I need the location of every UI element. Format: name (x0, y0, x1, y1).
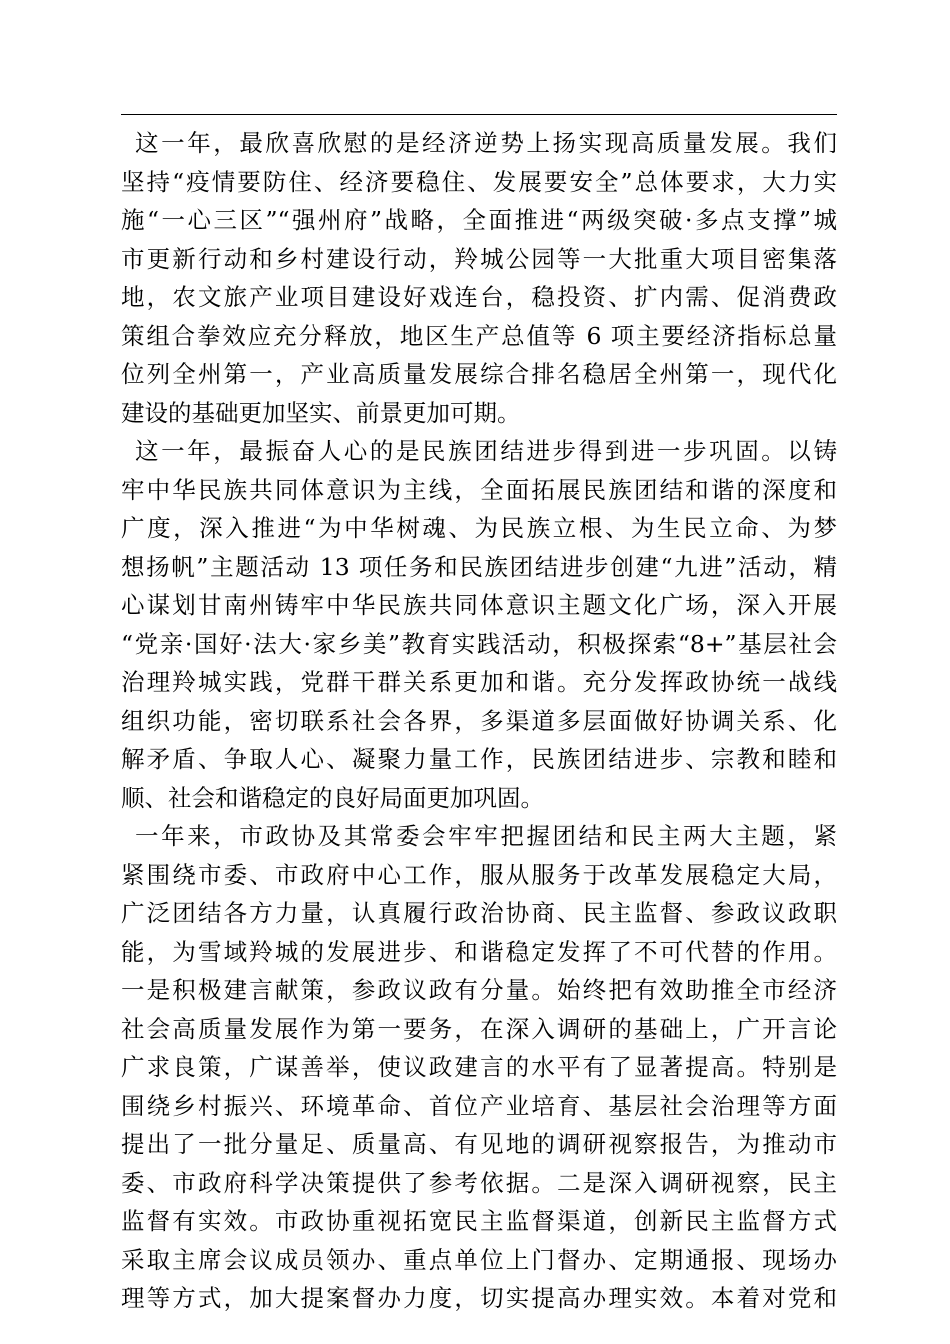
text-line: 一年来，市政协及其常委会牢牢把握团结和民主两大主题，紧 (135, 822, 837, 850)
text-line: 能，为雪域羚城的发展进步、和谐稳定发挥了不可代替的作用。 (121, 937, 837, 966)
text-line: 采取主席会议成员领办、重点单位上门督办、定期通报、现场办 (121, 1245, 837, 1274)
text-line: 治理羚城实践，党群干群关系更加和谐。充分发挥政协统一战线 (121, 668, 837, 696)
text-line: 这一年，最欣喜欣慰的是经济逆势上扬实现高质量发展。我们 (135, 129, 837, 157)
text-line: 监督有实效。市政协重视拓宽民主监督渠道，创新民主监督方式 (121, 1207, 837, 1235)
text-line: 围绕乡村振兴、环境革命、首位产业培育、基层社会治理等方面 (121, 1091, 837, 1120)
text-line: 地，农文旅产业项目建设好戏连台，稳投资、扩内需、促消费政 (121, 283, 837, 311)
text-line: “党亲·国好·法大·家乡美”教育实践活动，积极探索“8+”基层社会 (121, 629, 837, 658)
text-line: 坚持“疫情要防住、经济要稳住、发展要安全”总体要求，大力实 (121, 167, 837, 196)
text-line: 市更新行动和乡村建设行动，羚城公园等一大批重大项目密集落 (121, 244, 837, 273)
text-line: 社会高质量发展作为第一要务，在深入调研的基础上，广开言论 (121, 1014, 837, 1043)
text-line: 理等方式，加大提案督办力度，切实提高办理实效。本着对党和 (121, 1284, 837, 1312)
header-rule (121, 114, 837, 115)
text-line: 建设的基础更加坚实、前景更加可期。 (121, 398, 521, 427)
text-line: 策组合拳效应充分释放，地区生产总值等 6 项主要经济指标总量 (121, 321, 837, 350)
text-line: 广求良策，广谋善举，使议政建言的水平有了显著提高。特别是 (121, 1053, 837, 1081)
text-line: 这一年，最振奋人心的是民族团结进步得到进一步巩固。以铸 (135, 437, 837, 465)
text-line: 位列全州第一，产业高质量发展综合排名稳居全州第一，现代化 (121, 360, 837, 388)
text-line: 心谋划甘南州铸牢中华民族共同体意识主题文化广场，深入开展 (121, 591, 837, 619)
text-line: 组织功能，密切联系社会各界，多渠道多层面做好协调关系、化 (121, 706, 837, 735)
text-line: 提出了一批分量足、质量高、有见地的调研视察报告，为推动市 (121, 1130, 837, 1158)
text-line: 广度，深入推进“为中华树魂、为民族立根、为生民立命、为梦 (121, 514, 837, 542)
text-line: 广泛团结各方力量，认真履行政治协商、民主监督、参政议政职 (121, 899, 837, 927)
text-line: 想扬帆”主题活动 13 项任务和民族团结进步创建“九进”活动，精 (121, 552, 837, 581)
text-line: 委、市政府科学决策提供了参考依据。二是深入调研视察，民主 (121, 1168, 837, 1197)
text-line: 施“一心三区”“强州府”战略，全面推进“两级突破·多点支撑”城 (121, 206, 837, 234)
text-line: 紧围绕市委、市政府中心工作，服从服务于改革发展稳定大局， (121, 860, 837, 889)
text-line: 解矛盾、争取人心、凝聚力量工作，民族团结进步、宗教和睦和 (121, 745, 837, 773)
text-line: 一是积极建言献策，参政议政有分量。始终把有效助推全市经济 (121, 976, 837, 1004)
document-body (121, 124, 837, 1318)
text-line: 牢中华民族共同体意识为主线，全面拓展民族团结和谐的深度和 (121, 475, 837, 504)
text-line: 顺、社会和谐稳定的良好局面更加巩固。 (121, 783, 544, 812)
